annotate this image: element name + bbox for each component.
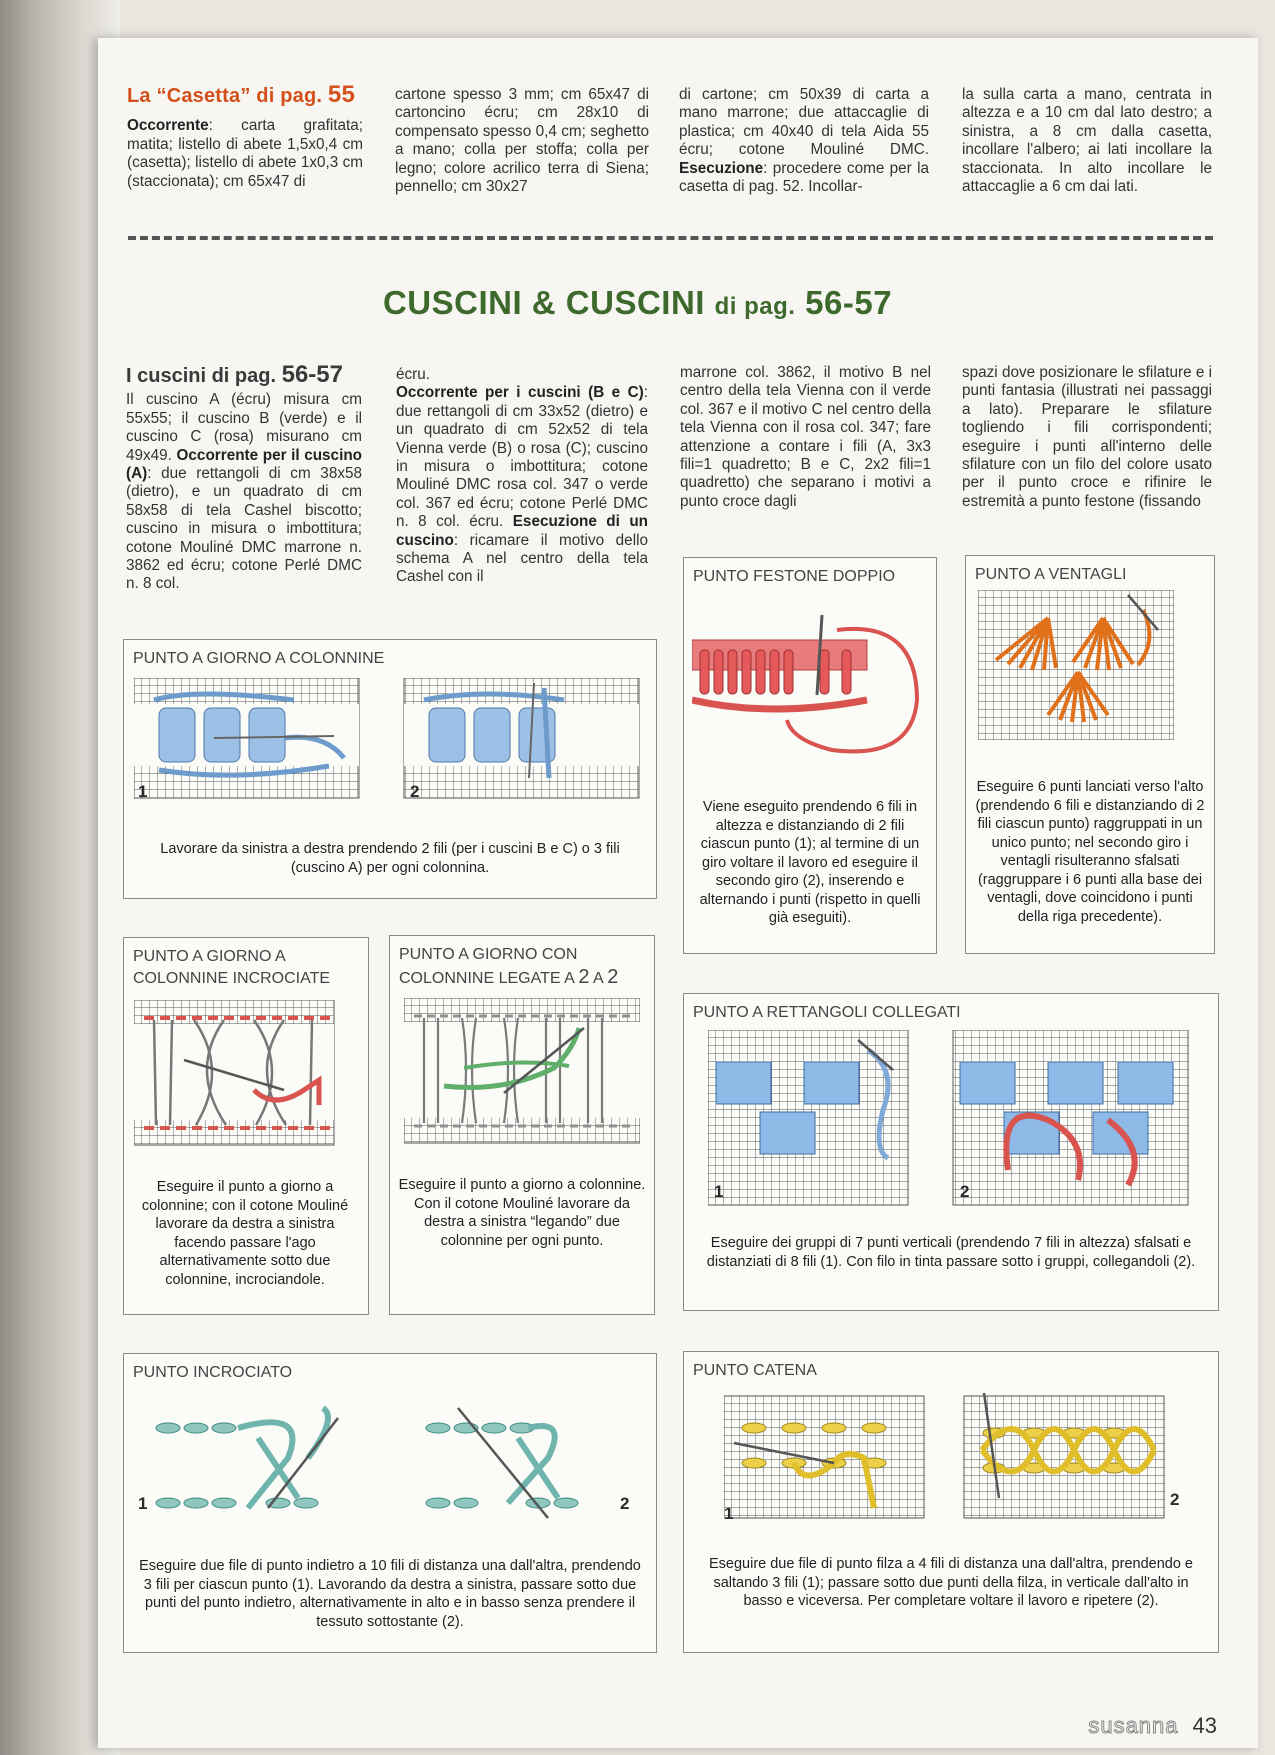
box-catena-title: PUNTO CATENA	[693, 1362, 817, 1379]
box-catena	[683, 1351, 1219, 1653]
box-festone-title: PUNTO FESTONE DOPPIO	[693, 568, 896, 585]
catena-diagram	[724, 1388, 1194, 1523]
box-colonnine-title: PUNTO A GIORNO A COLONNINE	[133, 650, 385, 667]
box-colonnine	[123, 639, 657, 899]
legate-caption: Eseguire il punto a giorno a colonnine. Con il cotone Mouliné lavorare da destra a sinistra “legando” due colonnine per ogni punto.	[398, 1177, 646, 1249]
ventagli-diagram	[978, 590, 1174, 740]
intro-column-2: écru. Occorrente per i cuscini (B e C): due rettangoli di cm 33x52 (dietro) e un quadrato di cm 52x52 di tela Vienna verde (B) o rosa (C); cuscino in misura o imbottitura; cotone Mouliné DMC rosa col. 347 o verde col. 367 ed écru; cotone Perlé DMC n. 8 col. écru. Esecuzione di un cuscino: ricamare il motivo dello schema A nel centro della tela Cashel con il	[396, 366, 649, 586]
page-title: CUSCINI & CUSCINI di pag. 56-57	[382, 284, 893, 321]
incrociato-diagram	[138, 1398, 638, 1528]
box-festone	[683, 557, 937, 954]
intro-column-4: spazi dove posizionare le sfilature e i punti fantasia (illustrati nei passaggi a lato). Preparare le sfilature togliendo i fili corrispondenti; eseguire i punti all'interno delle sfilature con un filo del colore usato per il punto croce e rifinire le estremità a punto festone (fissando	[962, 364, 1212, 510]
box-legate	[389, 935, 655, 1315]
intro-column-1: I cuscini di pag. 56-57 Il cuscino A (écru) misura cm 55x55; il cuscino B (verde) e il cuscino C (rosa) misurano cm 49x49. Occorrente per il cuscino (A): due rettangoli di cm 38x58 (dietro), e un quadrato di cm 58x58 di tela Cashel biscotto; cuscino in misura o imbottitura; cotone Mouliné DMC marrone n. 3862 ed écru; cotone Perlé DMC n. 8 col.	[126, 361, 363, 593]
catena-caption: Eseguire due file di punto filza a 4 fili di distanza una dall'altra, prendendo e saltando 3 fili (1); passare sotto due punti della filza, in verticale dall'alto in basso e viceversa. Per completare voltare il lavoro e ripetere (2).	[708, 1556, 1193, 1609]
section-divider	[128, 236, 1213, 240]
colonnine-step-2: 2	[410, 782, 420, 801]
casetta-column-2: cartone spesso 3 mm; cm 65x47 di cartoncino écru; cm 28x10 di compensato spesso 0,4 cm; seghetto a mano; colla per stoffa; colla per legno; colore acrilico terra di Siena; pennello; cm 30x27	[395, 86, 649, 196]
colonnine-step-1: 1	[138, 782, 148, 801]
intro-heading: I cuscini di pag. 56-57	[126, 361, 343, 388]
box-incrociate-title: PUNTO A GIORNO A COLONNINE INCROCIATE	[133, 948, 331, 987]
festone-diagram	[692, 600, 928, 780]
box-rettangoli	[683, 993, 1219, 1311]
box-ventagli	[965, 555, 1215, 954]
intro-column-3: marrone col. 3862, il motivo B nel centro della tela Vienna con il verde col. 367 e il motivo C nel centro della tela Vienna con il rosa col. 347; fare attenzione a contare i fili (A, 3x3 fili=1 quadretto; B e C, 2x2 fili=1 quadretto) che separano i motivi a punto croce dagli	[680, 364, 931, 510]
casetta-column-1: La “Casetta” di pag. 55 Occorrente: carta grafitata; matita; listello di abete 1,5x0,4 cm (casetta); listello di abete 1x0,3 cm (staccionata); cm 65x47 di	[127, 81, 363, 190]
incrociato-caption: Eseguire due file di punto indietro a 10 fili di distanza una dall'altra, prendendo 3 fili per ciascun punto (1). Lavorando da destra a sinistra, passare sotto due punti del punto indietro, alternativamente in alto e in basso senza prendere il tessuto sottostante (2).	[139, 1558, 641, 1630]
page-footer	[1088, 1713, 1217, 1739]
page-number: 43	[1192, 1713, 1217, 1738]
casetta-column-3: di cartone; cm 50x39 di carta a mano marrone; due attaccaglie di plastica; cm 40x40 di tela Aida 55 écru; cotone Mouliné DMC. Esecuzione: procedere come per la casetta di pag. 52. Incollar-	[679, 86, 929, 196]
rettangoli-diagram	[708, 1030, 1198, 1210]
colonnine-diagram	[134, 678, 646, 808]
box-incrociate	[123, 937, 369, 1315]
catena-step-2: 2	[1170, 1490, 1180, 1509]
catena-step-1: 1	[724, 1504, 734, 1523]
ventagli-caption: Eseguire 6 punti lanciati verso l'alto (prendendo 6 fili e distanziando di 2 fili ciascun punto) raggruppati in un unico punto; nel secondo giro i ventagli risulteranno sfalsati (raggruppare i 6 punti alla base dei ventagli, dove coincidono i punti della riga precedente).	[975, 779, 1205, 925]
colonnine-caption: Lavorare da sinistra a destra prendendo 2 fili (per i cuscini B e C) o 3 fili (cuscino A) per ogni colonnina.	[160, 841, 620, 876]
incrociate-caption: Eseguire il punto a giorno a colonnine; con il cotone Mouliné lavorare da destra a sinistra facendo passare l'ago alternativamente sotto due colonnine, incrociandole.	[141, 1179, 349, 1288]
legate-diagram	[404, 998, 640, 1148]
box-rettangoli-title: PUNTO A RETTANGOLI COLLEGATI	[693, 1004, 961, 1021]
incrociate-diagram	[134, 1000, 354, 1150]
magazine-brand: susanna	[1088, 1713, 1179, 1738]
box-incrociato-title: PUNTO INCROCIATO	[133, 1364, 293, 1381]
rettangoli-step-1: 1	[714, 1182, 724, 1201]
rettangoli-step-2: 2	[960, 1182, 970, 1201]
casetta-heading: La “Casetta” di pag. 55	[127, 81, 356, 108]
incrociato-step-2: 2	[620, 1494, 630, 1513]
incrociato-step-1: 1	[138, 1494, 148, 1513]
box-legate-title: PUNTO A GIORNO CON COLONNINE LEGATE A 2 A 2	[399, 946, 619, 988]
box-incrociato	[123, 1353, 657, 1653]
box-ventagli-title: PUNTO A VENTAGLI	[975, 566, 1127, 583]
casetta-column-4: la sulla carta a mano, centrata in altezza e a 10 cm dal lato destro; a sinistra, a 8 cm dalla casetta, incollare l'albero; ai lati incollare la staccionata. In alto incollare le attaccaglie a 6 cm dai lati.	[962, 86, 1212, 196]
rettangoli-caption: Eseguire dei gruppi di 7 punti verticali (prendendo 7 fili in altezza) sfalsati e distanziati di 8 fili (1). Con filo in tinta passare sotto i gruppi, collegandoli (2).	[706, 1235, 1196, 1270]
festone-caption: Viene eseguito prendendo 6 fili in altezza e distanziando di 2 fili ciascun punto (1); al termine di un giro voltare il lavoro ed eseguire il secondo giro (2), inserendo e alternando i punti (rispetto in quelli già eseguiti).	[699, 799, 921, 926]
